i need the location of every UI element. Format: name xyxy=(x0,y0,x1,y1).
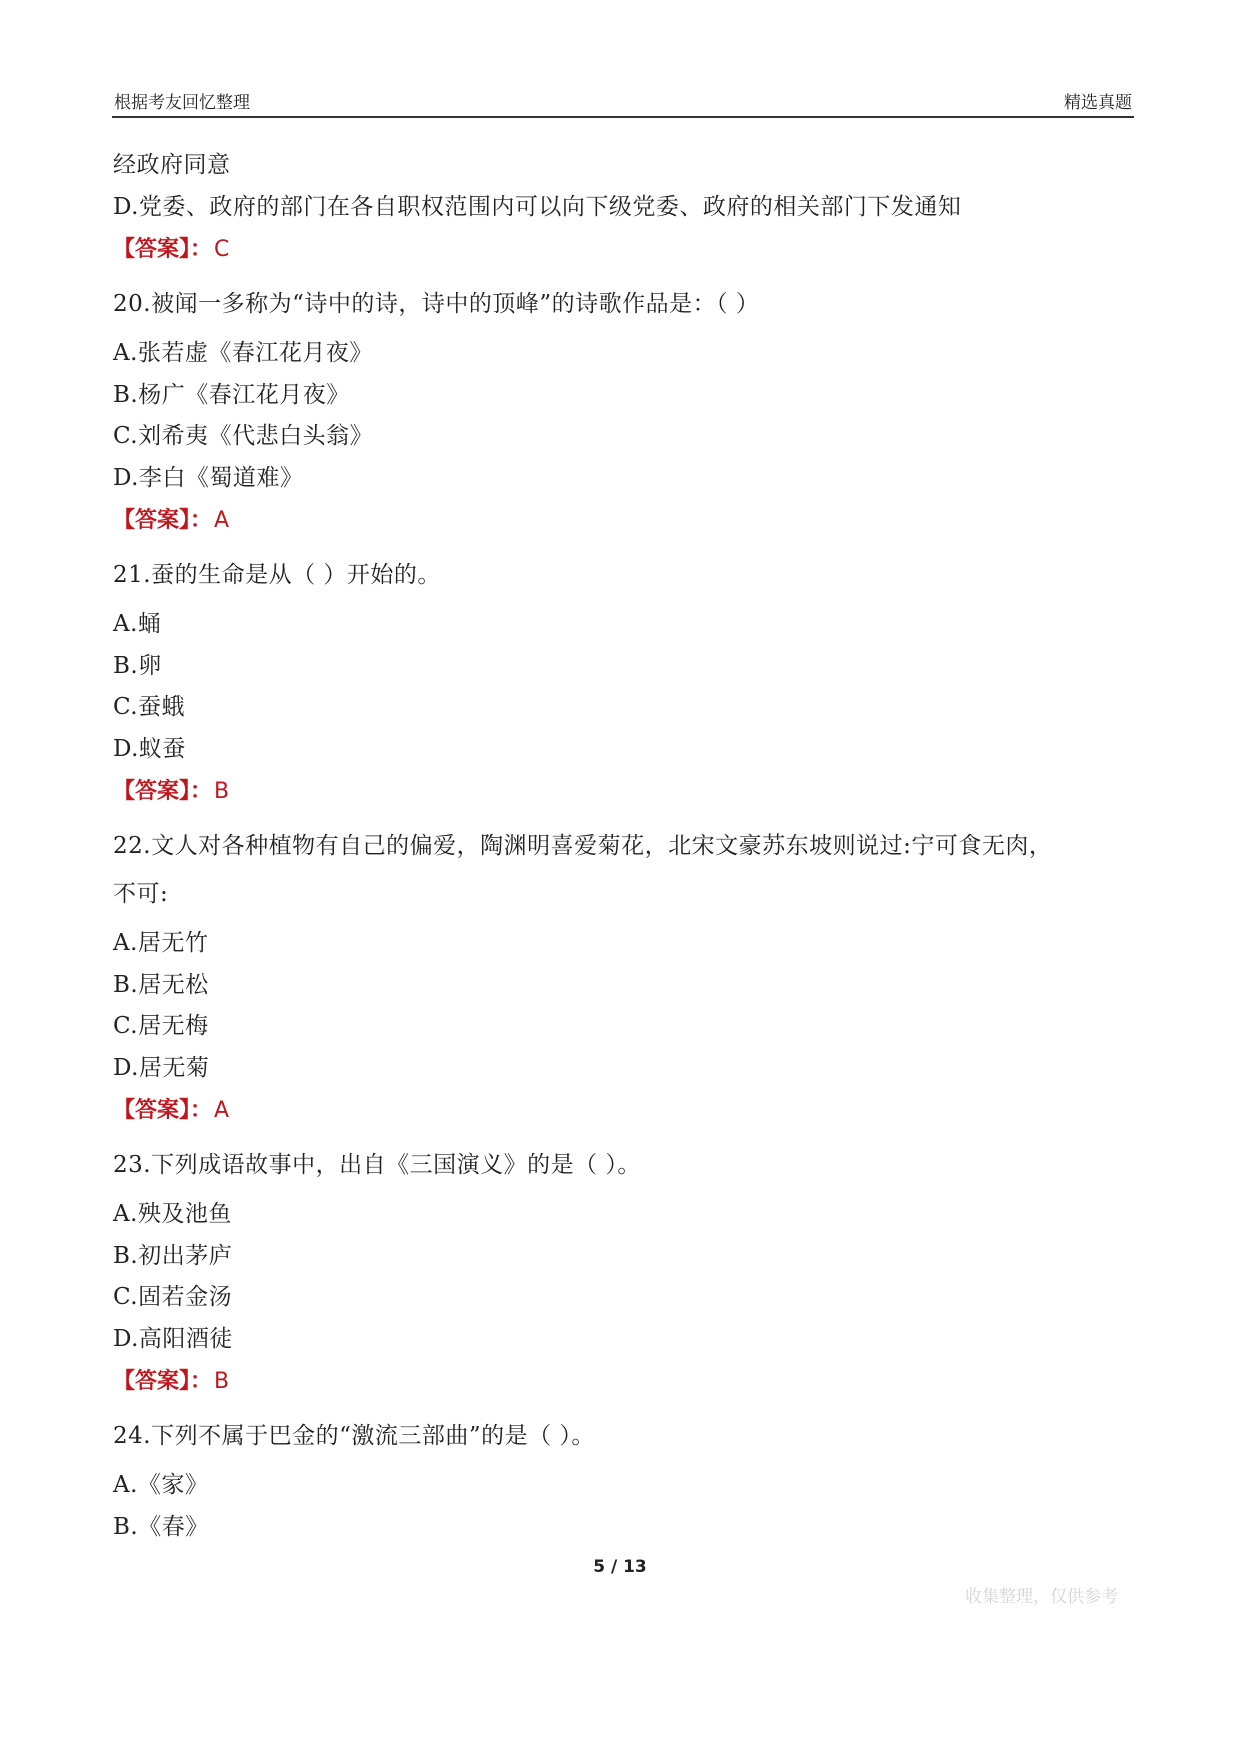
option-b: B.初出茅庐 xyxy=(113,1243,233,1269)
option-c: C.刘希夷《代悲白头翁》 xyxy=(113,423,374,449)
question-22-continued: 不可: xyxy=(113,881,169,907)
answer-label: 【答案】： xyxy=(113,508,213,533)
question-20: 20.被闻一多称为“诗中的诗，诗中的顶峰”的诗歌作品是：（ ） xyxy=(113,291,760,317)
answer-label: 【答案】： xyxy=(113,1098,213,1123)
answer-line xyxy=(113,1096,229,1126)
option-c: C.居无梅 xyxy=(113,1013,209,1039)
answer-label: 【答案】： xyxy=(113,779,213,804)
answer-label: 【答案】： xyxy=(113,1369,213,1394)
option-a: A.《家》 xyxy=(113,1472,209,1498)
page-number: 5 / 13 xyxy=(593,1557,647,1577)
option-b: B.杨广《春江花月夜》 xyxy=(113,382,350,408)
option-b: B.《春》 xyxy=(113,1514,209,1540)
option-d: D.高阳酒徒 xyxy=(113,1326,233,1352)
question-24: 24.下列不属于巴金的“激流三部曲”的是（ ）。 xyxy=(113,1423,595,1449)
question-23: 23.下列成语故事中，出自《三国演义》的是（ ）。 xyxy=(113,1152,641,1178)
answer-line xyxy=(113,235,229,265)
answer-value: A xyxy=(214,1098,230,1123)
option-a: A.张若虚《春江花月夜》 xyxy=(113,340,373,366)
answer-value: C xyxy=(214,237,230,262)
question-22: 22.文人对各种植物有自己的偏爱，陶渊明喜爱菊花，北宋文豪苏东坡则说过:宁可食无肉， xyxy=(113,833,1053,859)
answer-value: B xyxy=(214,779,230,804)
header-title-label: 精选真题 xyxy=(1064,93,1132,113)
answer-value: B xyxy=(214,1369,230,1394)
answer-line xyxy=(113,506,229,536)
option-b: B.卵 xyxy=(113,653,162,679)
answer-line xyxy=(113,777,229,807)
option-b: B.居无松 xyxy=(113,972,209,998)
page-header xyxy=(112,84,1134,118)
option-a: A.蛹 xyxy=(113,611,162,637)
question-21: 21.蚕的生命是从（ ）开始的。 xyxy=(113,562,441,588)
option-a: A.居无竹 xyxy=(113,930,209,956)
option-d: D.李白《蜀道难》 xyxy=(113,465,304,491)
option-c: C.固若金汤 xyxy=(113,1284,233,1310)
option-d: D.居无菊 xyxy=(113,1055,210,1081)
option-c: C.蚕蛾 xyxy=(113,694,186,720)
answer-label: 【答案】： xyxy=(113,237,213,262)
option-d: D.蚁蚕 xyxy=(113,736,186,762)
watermark-text: 收集整理，仅供参考 xyxy=(965,1587,1118,1607)
continued-text: 经政府同意 xyxy=(113,152,231,178)
option-d: D.党委、政府的部门在各自职权范围内可以向下级党委、政府的相关部门下发通知 xyxy=(113,194,962,220)
option-a: A.殃及池鱼 xyxy=(113,1201,232,1227)
answer-line xyxy=(113,1367,229,1397)
answer-value: A xyxy=(214,508,230,533)
header-source-label: 根据考友回忆整理 xyxy=(114,93,250,113)
